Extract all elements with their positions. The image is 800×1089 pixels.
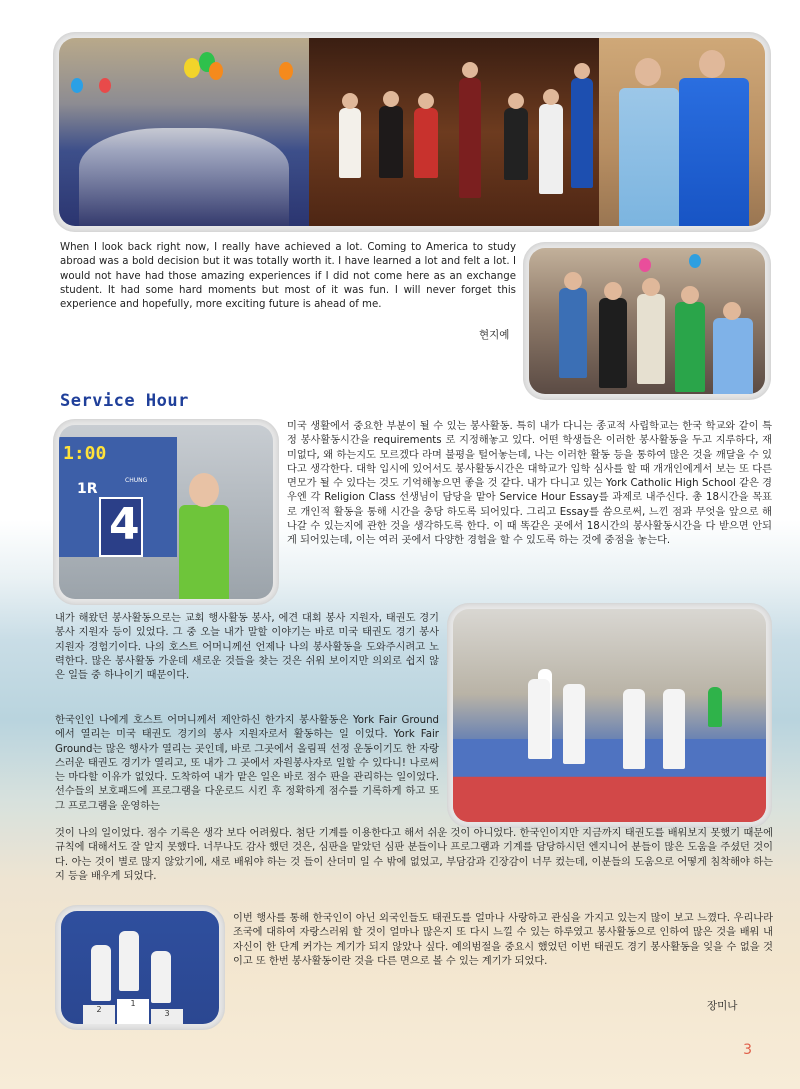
guests-silhouette bbox=[79, 128, 289, 226]
top-photo-frame bbox=[53, 32, 771, 232]
podium bbox=[83, 999, 183, 1024]
podium-photo-frame bbox=[55, 905, 225, 1030]
service-para-1: 미국 생활에서 중요한 부분이 될 수 있는 봉사활동. 특히 내가 다니는 종교적 사립학교는 한국 학교와 같이 특정 봉사활동시간을 requirements 로 지정해놓고 있다. 어떤 학생들은 이러한 봉사활동을 두고 지루하다, 재미없다, 왜 하는지도 모르겠다 라며 불평을 털어놓는데, 나는 이러한 활동 등을 통하여 많은 것을 깨달을 수 있다고 생각한다. 대학 입시에 있어서도 봉사활동시간은 대학교가 입학 심사를 할 때 개개인에게서 보는 또 다른 면모가 될 수 있다는 것도 기억해놓으면 좋을 것 같다. 내가 다니고 있는 York Catholic High School 같은 경우엔 각 Religion Class 선생님이 담당을 맡아 Service Hour Essay를 과제로 내주신다. 총 18시간을 목표로 개인적 활동을 통해 시간을 충당 하도록 되어있다. 그리고 Essay를 씀으로써, 느낀 점과 무엇을 앞으로 해나갈 수 있는지에 관한 것을 생각하도록 한다. 이 때 똑같은 곳에서 18시간의 봉사활동시간을 다 받으면 안되게 되어있는데, 이는 여러 곳에서 다양한 경험을 할 수 있도록 하는 것에 중점을 놓는다. bbox=[287, 421, 772, 547]
friends-photo-frame bbox=[523, 242, 771, 400]
graduate-gown-figure bbox=[679, 78, 749, 226]
podium-second: 2 bbox=[83, 1005, 115, 1024]
service-para-4: 이번 행사를 통해 한국인이 아닌 외국인들도 태권도를 얼마나 사랑하고 관심을 가지고 있는지 많이 보고 느꼈다. 우리나라 조국에 대하여 자랑스러워 할 것이 얼마나 많은지 또 다시 느낄 수 있는 하루였고 봉사활동으로 인하여 많은 것을 배워 내 자신이 한 단계 커가는 계기가 되지 않았나 싶다. 예의범절을 중요시 했었던 이번 태권도 경기 봉사활동을 잊을 수 없을 것이고 또 한번 봉사활동이란 것을 다른 면으로 볼 수 있는 계기가 되었다. bbox=[233, 913, 773, 967]
podium-first: 1 bbox=[117, 999, 149, 1024]
page-number: 3 bbox=[743, 1042, 752, 1058]
service-para-3a: 한국인인 나에게 호스트 어머니께서 제안하신 한가지 봉사활동은 York Fair Ground 에서 열리는 미국 태권도 경기의 봉사 지원자로서 활동하는 일 이었다. York Fair Ground는 많은 행사가 열리는 곳인데, 바로 그곳에서 올림픽 선정 운동이기도 한 자랑스러운 태권도 경기가 열리고, 또 내가 그 곳에서 자원봉사자로 일할 수 있다니! 나로써는 마다할 이유가 없었다. 도착하여 내가 맡은 일은 바로 점수 판을 관리하는 일이었다. 선수들의 보호패드에 프로그램을 다운로드 시킨 후 정확하게 점수를 기록하게 하고 또 그 프로그램을 운영하는 bbox=[55, 715, 439, 812]
top-photo-strip bbox=[59, 38, 765, 226]
taekwondo-photo bbox=[453, 609, 766, 822]
scoreboard-time: 1:00 bbox=[63, 443, 107, 464]
taekwondo-photo-frame bbox=[447, 603, 772, 828]
scoreboard-photo-frame bbox=[53, 419, 279, 605]
podium-third: 3 bbox=[151, 1009, 183, 1024]
scoreboard-screen bbox=[59, 437, 177, 557]
scoreboard-score: 4 bbox=[109, 499, 140, 550]
service-para-3b: 것이 나의 일이었다. 점수 기록은 생각 보다 어려웠다. 첨단 기계를 이용한다고 해서 쉬운 것이 아니었다. 한국인이지만 지금까지 태권도를 배워보지 못했기 때문에 규칙에 대해서도 잘 알지 못했다. 너무나도 감사 했던 것은, 심판을 맡았던 심판 분들이나 프로그램과 기계를 담당하시던 엔지니어 분들이 많은 도움을 주셨던 것이다. 아는 것이 별로 많지 않았기에, 새로 배워야 하는 것 들이 산더미 일 수 밖에 없었고, 부담감과 긴장감이 너무 컸는데, 이분들의 도움으로 어떻게 침착해야 하는지 등을 배우게 되었다. bbox=[55, 828, 773, 882]
stage-photo bbox=[309, 38, 599, 226]
balloon-cluster bbox=[184, 58, 200, 78]
scoreboard-round: 1R bbox=[77, 481, 98, 497]
podium-photo bbox=[61, 911, 219, 1024]
party-hall-photo bbox=[59, 38, 309, 226]
scoreboard-photo bbox=[59, 425, 273, 599]
reflection-author: 현지예 bbox=[479, 329, 510, 341]
section-title: Service Hour bbox=[60, 391, 189, 411]
reflection-text: When I look back right now, I really have achieved a lot. Coming to America to study abroad was a bold decision but it was totally worth it. I have learned a lot and felt a lot. I would not have had those amazing experiences if I did not come here as an exchange student. It had some hard moments but most of it was fun. I will never forget this experience and hopefully, more exciting future is ahead of me. bbox=[60, 242, 516, 311]
friends-photo bbox=[529, 248, 765, 394]
family-photo bbox=[599, 38, 765, 226]
hanbok-figure bbox=[619, 88, 679, 226]
scoreboard-player: CHUNG bbox=[125, 477, 148, 484]
volunteer-figure bbox=[179, 505, 229, 599]
service-para-2: 내가 해왔던 봉사활동으로는 교회 행사활동 봉사, 에견 대회 봉사 지원자, 태권도 경기 봉사 지원자 등이 있었다. 그 중 오늘 내가 말할 이야기는 바로 미국 태권도 경기 봉사 지원자 경험기이다. 나의 호스트 어머니께선 언제나 나의 봉사활동을 도와주시려고 노력한다. 많은 봉사활동 가운데 새로운 것들을 찾는 것은 쉬워 보이지만 의외로 쉽지 않은 일들 중 하나이기 때문이다. bbox=[55, 613, 439, 682]
competition-mat bbox=[453, 739, 766, 822]
service-author: 장미나 bbox=[707, 1000, 738, 1012]
